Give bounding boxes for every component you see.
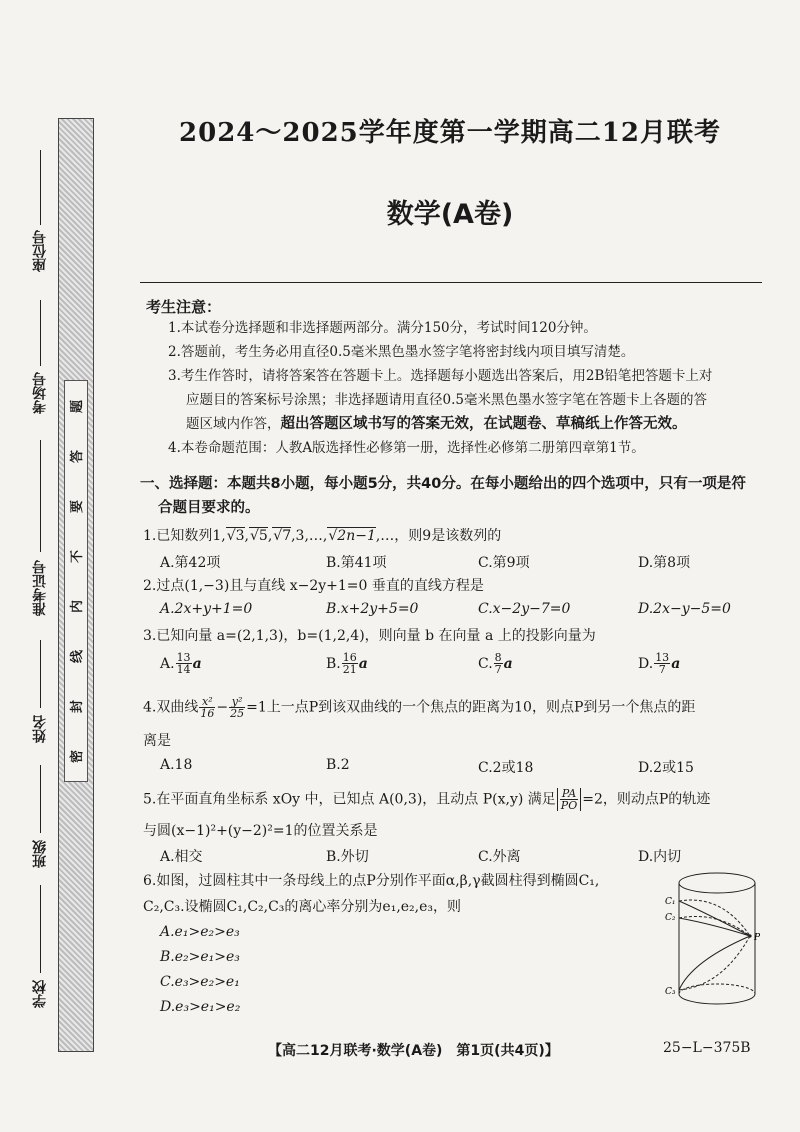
school-label: 学校 <box>32 980 48 1008</box>
section-heading: 一、选择题：本题共8小题，每小题5分，共40分。在每小题给出的四个选项中，只有一项是符 合题目要求的。 <box>140 476 746 516</box>
seat-no-line[interactable] <box>40 150 41 225</box>
ellipse-c2-front <box>679 918 750 936</box>
point-p <box>748 934 751 937</box>
notice-item: 2.答题前，考生务必用直径0.5毫米黑色墨水签字笔将密封线内项目填写清楚。 <box>168 344 635 360</box>
cylinder-figure <box>662 866 772 1016</box>
exam-title: 2024～2025学年度第一学期高二12月联考 <box>179 118 721 148</box>
notice-item: 4.本卷命题范围：人教A版选择性必修第一册，选择性必修第二册第四章第1节。 <box>168 440 645 456</box>
figure-label-c3: C₃ <box>665 987 676 997</box>
option-c[interactable]: C.e₃>e₂>e₁ <box>160 974 240 990</box>
option-a[interactable]: A.相交 <box>160 849 203 865</box>
option-a[interactable]: A.18 <box>160 757 193 773</box>
seal-line-notice <box>64 380 88 782</box>
option-b[interactable]: B.外切 <box>326 849 369 865</box>
exam-room-label: 考场号 <box>32 372 48 414</box>
seal-char: 题 <box>70 399 86 413</box>
admission-no-line[interactable] <box>40 440 41 552</box>
seal-char: 要 <box>70 499 86 513</box>
option-a[interactable]: A.2x+y+1=0 <box>160 601 253 617</box>
cylinder-bottom-back <box>679 984 755 994</box>
ellipse-c3-front <box>679 936 750 990</box>
option-c[interactable]: C.外离 <box>478 849 521 865</box>
notice-item: 题区域内作答，超出答题区域书写的答案无效，在试题卷、草稿纸上作答无效。 <box>186 416 687 432</box>
notice-title: 考生注意： <box>146 298 222 316</box>
paper-code: 25−L−375B <box>663 1040 751 1056</box>
notice-emphasis: 超出答题区域书写的答案无效，在试题卷、草稿纸上作答无效。 <box>280 416 687 432</box>
question-1-options <box>160 552 760 572</box>
seal-char: 封 <box>70 699 86 713</box>
option-a[interactable]: A. $\frac{13}{14}$ a <box>160 651 202 676</box>
option-a[interactable]: A.e₁>e₂>e₃ <box>160 924 240 940</box>
seal-char: 不 <box>70 549 86 563</box>
class-label: 班级 <box>32 840 48 868</box>
question-2-options <box>160 601 760 617</box>
option-b[interactable]: B.x+2y+5=0 <box>326 601 419 617</box>
exam-subtitle: 数学(A卷) <box>386 199 514 230</box>
question-3-stem: 3.已知向量 a=(2,1,3)，b=(1,2,4)，则向量 b 在向量 a 上的投影向量为 <box>143 628 596 644</box>
question-3-options <box>160 652 760 675</box>
option-c[interactable]: C.x−2y−7=0 <box>478 601 571 617</box>
page-footer: 【高二12月联考·数学(A卷) 第1页(共4页)】 <box>268 1043 559 1059</box>
class-line[interactable] <box>40 765 41 833</box>
question-5-options <box>160 846 760 866</box>
option-d[interactable]: D.2x−y−5=0 <box>638 601 731 617</box>
option-b[interactable]: B.e₂>e₁>e₃ <box>160 949 240 965</box>
question-5-stem-cont: 与圆(x−1)²+(y−2)²=1的位置关系是 <box>143 823 378 839</box>
notice-item: 1.本试卷分选择题和非选择题两部分。满分150分，考试时间120分钟。 <box>168 320 597 336</box>
seal-char: 答 <box>70 449 86 463</box>
name-line[interactable] <box>40 640 41 708</box>
option-d[interactable]: D.内切 <box>638 849 682 865</box>
question-2-stem: 2.过点(1,−3)且与直线 x−2y+1=0 垂直的直线方程是 <box>143 578 484 594</box>
school-line[interactable] <box>40 885 41 973</box>
question-4-options <box>160 757 760 777</box>
notice-item: 应题目的答案标号涂黑；非选择题请用直径0.5毫米黑色墨水签字笔在答题卡上各题的答 <box>186 392 707 408</box>
option-c[interactable]: C.2或18 <box>478 760 534 776</box>
seal-char: 线 <box>70 649 86 663</box>
option-d[interactable]: D.第8项 <box>638 555 691 571</box>
option-d[interactable]: D.2或15 <box>638 760 694 776</box>
figure-label-p: P <box>754 933 761 943</box>
question-6-options <box>160 920 240 1020</box>
seat-no-label: 座位号 <box>32 230 48 272</box>
option-b[interactable]: B.2 <box>326 757 350 773</box>
option-b[interactable]: B.第41项 <box>326 555 387 571</box>
header-divider <box>140 282 762 283</box>
figure-label-c1: C₁ <box>665 897 676 907</box>
question-5-stem: 5.在平面直角坐标系 xOy 中，已知点 A(0,3)，且动点 P(x,y) 满足 $\frac{PA}{PO}$ =2，则动点P的轨迹 <box>143 787 711 812</box>
ellipse-c3-back <box>679 936 750 990</box>
exam-room-line[interactable] <box>40 300 41 366</box>
question-4-stem-cont: 离是 <box>143 733 171 749</box>
question-4-stem: 4.双曲线 $\frac{\text{x²}}{16}$ − $\frac{\text{y²}}{25}$ =1上一点P到该双曲线的一个焦点的距离为10，则点P到另一个焦点的距 <box>143 695 696 720</box>
option-b[interactable]: B. $\frac{16}{21}$ a <box>326 651 368 676</box>
question-6-stem: 6.如图，过圆柱其中一条母线上的点P分别作平面α,β,γ截圆柱得到椭圆C₁, <box>143 873 600 889</box>
option-c[interactable]: C. $\frac{8}{7}$ a <box>478 651 513 676</box>
admission-no-label: 准考证号 <box>32 560 48 616</box>
notice-list <box>168 316 766 460</box>
seal-char: 密 <box>70 749 86 763</box>
notice-item: 3.考生作答时，请将答案答在答题卡上。选择题每小题选出答案后，用2B铅笔把答题卡上对 <box>168 368 713 384</box>
option-a[interactable]: A.第42项 <box>160 555 221 571</box>
cylinder-bottom-front <box>679 994 755 1004</box>
seal-char: 内 <box>70 599 86 613</box>
question-6-stem-cont: C₂,C₃.设椭圆C₁,C₂,C₃的离心率分别为e₁,e₂,e₃，则 <box>143 899 462 915</box>
name-label: 姓名 <box>32 715 48 743</box>
option-c[interactable]: C.第9项 <box>478 555 530 571</box>
cylinder-top-ellipse <box>679 873 755 893</box>
option-d[interactable]: D. $\frac{13}{7}$ a <box>638 651 681 676</box>
figure-label-c2: C₂ <box>665 913 676 923</box>
option-d[interactable]: D.e₃>e₁>e₂ <box>160 999 241 1015</box>
question-1-stem: 1.已知数列1,√3,√5,√7,3,…,√2n−1,…，则9是该数列的 <box>143 528 502 544</box>
